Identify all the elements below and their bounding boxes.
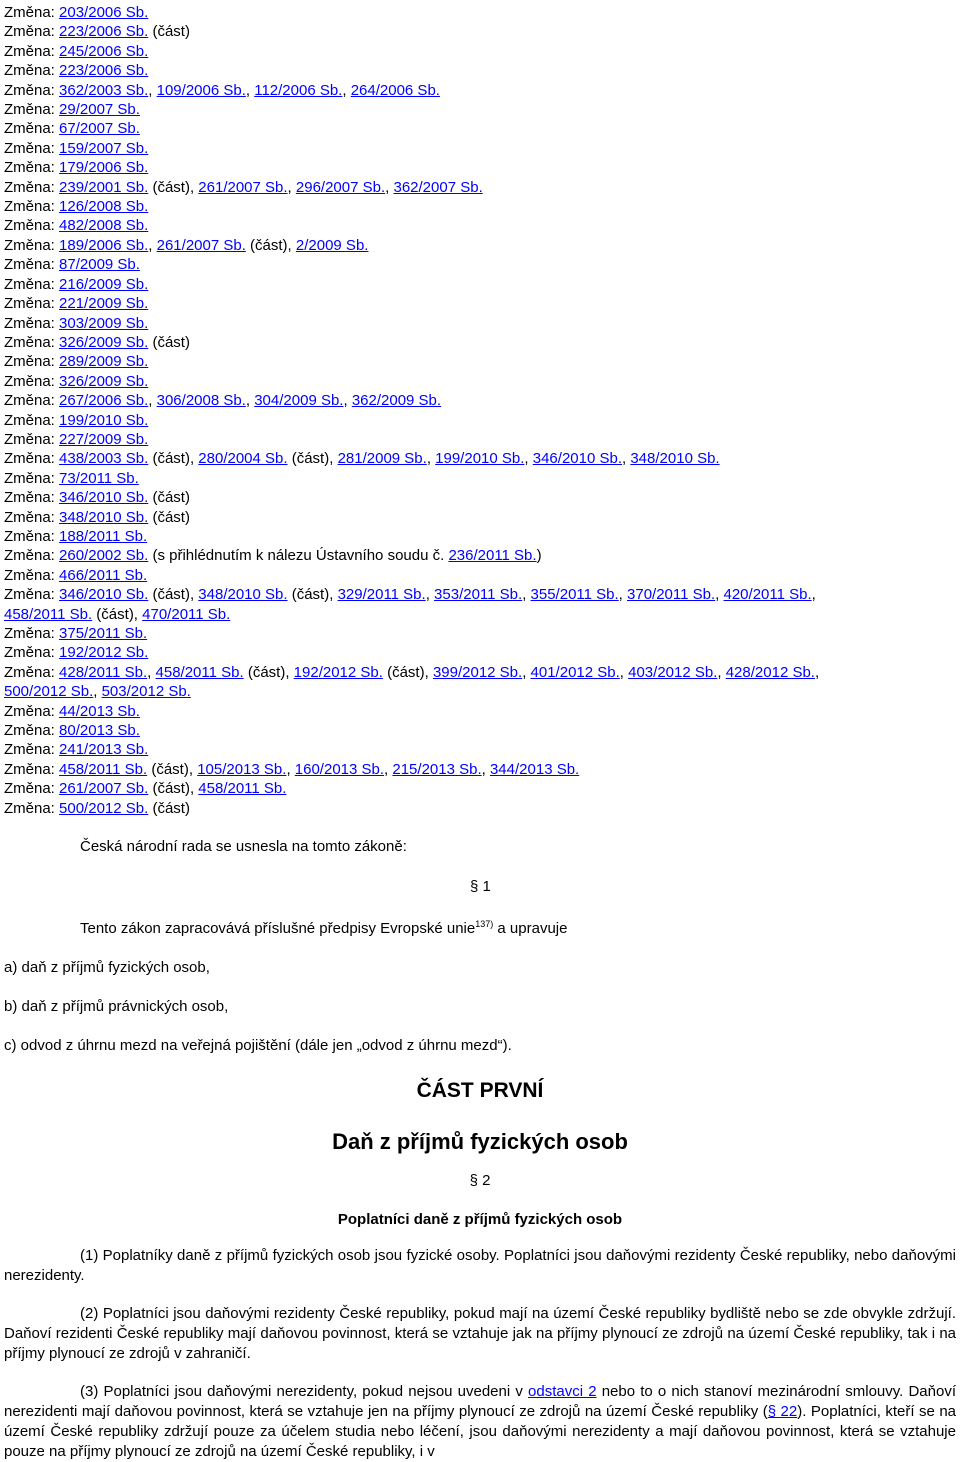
amendment-text: ,	[342, 81, 351, 99]
amendment-link[interactable]: 348/2010 Sb.	[198, 586, 288, 604]
amendment-link[interactable]: 29/2007 Sb.	[59, 101, 140, 119]
amendment-text: ,	[715, 586, 724, 604]
amendment-text: (část)	[148, 333, 190, 351]
amendment-text: (část),	[287, 586, 338, 604]
amendment-link[interactable]: 326/2009 Sb.	[59, 333, 149, 351]
amendment-text: Změna:	[4, 489, 60, 507]
list-item-b: b) daň z příjmů právnických osob,	[4, 998, 229, 1016]
amendment-text: Změna:	[4, 198, 60, 216]
amendment-line	[4, 255, 956, 274]
amendment-text: Změna:	[4, 236, 60, 254]
link-section-22[interactable]: § 22	[767, 1403, 798, 1421]
amendment-list	[4, 3, 956, 818]
amendment-line	[4, 721, 956, 740]
amendment-link[interactable]: 192/2012 Sb.	[59, 644, 149, 662]
amendment-link[interactable]: 458/2011 Sb.	[59, 760, 148, 778]
amendment-link[interactable]: 67/2007 Sb.	[59, 120, 140, 138]
amendment-link[interactable]: 346/2010 Sb.	[532, 450, 622, 468]
amendment-link[interactable]: 458/2011 Sb.	[155, 663, 244, 681]
amendment-text: Změna:	[4, 101, 60, 119]
amendment-link[interactable]: 215/2013 Sb.	[392, 760, 482, 778]
amendment-link[interactable]: 346/2010 Sb.	[59, 489, 149, 507]
enacting-clause: Česká národní rada se usnesla na tomto zákoně:	[80, 838, 407, 856]
paragraph-3	[4, 1382, 956, 1462]
amendment-text: )	[536, 547, 542, 565]
amendment-line	[4, 119, 956, 138]
amendment-line	[4, 643, 956, 662]
amendment-line	[4, 508, 956, 527]
amendment-link[interactable]: 223/2006 Sb.	[59, 62, 149, 80]
amendment-text: (část),	[148, 178, 199, 196]
amendment-link[interactable]: 245/2006 Sb.	[59, 42, 149, 60]
amendment-link[interactable]: 470/2011 Sb.	[142, 605, 231, 623]
amendment-link[interactable]: 466/2011 Sb.	[59, 566, 148, 584]
amendment-text: ,	[522, 586, 531, 604]
part-title: ČÁST PRVNÍ	[416, 1079, 544, 1103]
amendment-text: Změna:	[4, 547, 60, 565]
amendment-text: ,	[426, 450, 436, 468]
amendment-text: ,	[286, 760, 295, 778]
amendment-link[interactable]: 304/2009 Sb.	[254, 392, 344, 410]
amendment-link[interactable]: 188/2011 Sb.	[59, 527, 148, 545]
amendment-text: Změna:	[4, 760, 60, 778]
amendment-line	[4, 294, 956, 313]
amendment-text: Změna:	[4, 663, 60, 681]
section-2-mark: § 2	[469, 1172, 491, 1190]
amendment-line	[4, 430, 956, 449]
amendment-link[interactable]: 264/2006 Sb.	[350, 81, 440, 99]
amendment-link[interactable]: 73/2011 Sb.	[59, 469, 139, 487]
amendment-text: Změna:	[4, 527, 60, 545]
amendment-link[interactable]: 260/2002 Sb.	[59, 547, 149, 565]
amendment-line	[4, 799, 956, 818]
amendment-link[interactable]: 289/2009 Sb.	[59, 353, 149, 371]
amendment-text: Změna:	[4, 256, 60, 274]
amendment-text: ,	[622, 450, 631, 468]
section-1-intro-end: a upravuje	[493, 920, 568, 938]
amendment-link[interactable]: 280/2004 Sb.	[198, 450, 288, 468]
amendment-text: (část)	[148, 23, 190, 41]
paragraph-3-text-b: nebo to o nich stanoví mezinárodní smlouvy. Daňoví nerezidenti mají daňovou povinnost, která se vztahuje jen na příjmy plynoucí ze zdrojů na území České republiky (	[4, 1383, 956, 1421]
amendment-line	[4, 605, 956, 624]
amendment-text: Změna:	[4, 217, 60, 235]
amendment-text: (část),	[382, 663, 433, 681]
amendment-link[interactable]: 241/2013 Sb.	[59, 741, 149, 759]
amendment-text: (část),	[147, 760, 198, 778]
amendment-line	[4, 178, 956, 197]
amendment-text: ,	[245, 81, 255, 99]
amendment-text: Změna:	[4, 722, 60, 740]
footnote-ref[interactable]: 137)	[475, 919, 494, 930]
amendment-text: Změna:	[4, 81, 60, 99]
amendment-link[interactable]: 375/2011 Sb.	[59, 625, 148, 642]
amendment-line	[4, 3, 956, 22]
amendment-text: ,	[814, 663, 820, 681]
amendment-link[interactable]: 227/2009 Sb.	[59, 430, 149, 448]
amendment-text: Změna:	[4, 469, 60, 487]
amendment-link[interactable]: 261/2007 Sb.	[59, 780, 149, 798]
amendment-text: (část)	[148, 489, 190, 507]
amendment-link[interactable]: 199/2010 Sb.	[435, 450, 525, 468]
amendment-text: (část),	[287, 450, 338, 468]
amendment-link[interactable]: 179/2006 Sb.	[59, 159, 149, 177]
amendment-text: Změna:	[4, 23, 60, 41]
amendment-line	[4, 372, 956, 391]
amendment-text: Změna:	[4, 741, 60, 759]
amendment-link[interactable]: 428/2012 Sb.	[725, 663, 815, 681]
amendment-text: Změna:	[4, 159, 60, 177]
amendment-link[interactable]: 192/2012 Sb.	[293, 663, 383, 681]
amendment-line	[4, 139, 956, 158]
amendment-text: Změna:	[4, 799, 60, 817]
amendment-text: ,	[385, 178, 394, 196]
amendment-text: (část),	[148, 450, 199, 468]
amendment-text: (část)	[148, 799, 190, 817]
amendment-text: Změna:	[4, 353, 60, 371]
amendment-link[interactable]: 303/2009 Sb.	[59, 314, 149, 332]
amendment-link[interactable]: 236/2011 Sb.	[448, 547, 537, 565]
amendment-link[interactable]: 126/2008 Sb.	[59, 198, 149, 216]
amendment-text: ,	[717, 663, 726, 681]
amendment-text: ,	[811, 586, 816, 604]
amendment-text: (část),	[148, 780, 199, 798]
amendment-line	[4, 469, 956, 488]
amendment-line	[4, 566, 956, 585]
amendment-text: Změna:	[4, 178, 60, 196]
amendment-link[interactable]: 2/2009 Sb.	[295, 236, 369, 254]
amendment-link[interactable]: 362/2009 Sb.	[351, 392, 442, 410]
amendment-link[interactable]: 353/2011 Sb.	[434, 586, 523, 604]
paragraph-1: (1) Poplatníky daně z příjmů fyzických osob jsou fyzické osoby. Poplatníci jsou daňovými rezidenty České republiky, nebo daňovými nerezidenty.	[4, 1247, 956, 1285]
amendment-link[interactable]: 401/2012 Sb.	[530, 663, 620, 681]
amendment-text: Změna:	[4, 314, 60, 332]
amendment-text: ,	[287, 178, 296, 196]
amendment-link[interactable]: 348/2010 Sb.	[630, 450, 720, 468]
amendment-text: ,	[148, 236, 157, 254]
amendment-text: ,	[93, 683, 102, 701]
amendment-text: Změna:	[4, 430, 60, 448]
amendment-text: (část),	[92, 605, 143, 623]
amendment-line	[4, 760, 956, 779]
amendment-line	[4, 740, 956, 759]
amendment-link[interactable]: 109/2006 Sb.	[156, 81, 246, 99]
amendment-text: Změna:	[4, 508, 60, 526]
amendment-link[interactable]: 500/2012 Sb.	[4, 683, 94, 701]
amendment-link[interactable]: 216/2009 Sb.	[59, 275, 149, 293]
amendment-link[interactable]: 159/2007 Sb.	[59, 139, 149, 157]
amendment-link[interactable]: 261/2007 Sb.	[156, 236, 246, 254]
amendment-text: ,	[148, 81, 157, 99]
amendment-line	[4, 314, 956, 333]
amendment-text: ,	[384, 760, 393, 778]
amendment-text: Změna:	[4, 275, 60, 293]
amendment-link[interactable]: 105/2013 Sb.	[197, 760, 287, 778]
amendment-text: Změna:	[4, 295, 60, 313]
amendment-line	[4, 197, 956, 216]
amendment-link[interactable]: 329/2011 Sb.	[337, 586, 426, 604]
amendment-line	[4, 333, 956, 352]
amendment-text: Změna:	[4, 702, 60, 720]
amendment-text: ,	[425, 586, 435, 604]
section-2-heading: Poplatníci daně z příjmů fyzických osob	[337, 1211, 623, 1229]
link-odstavec-2[interactable]: odstavci 2	[528, 1383, 597, 1401]
amendment-link[interactable]: 355/2011 Sb.	[530, 586, 619, 604]
amendment-link[interactable]: 346/2010 Sb.	[59, 586, 149, 604]
amendment-line	[4, 663, 956, 682]
amendment-text: Změna:	[4, 586, 60, 604]
amendment-text: ,	[148, 392, 157, 410]
amendment-line	[4, 275, 956, 294]
paragraph-3-text-a: (3) Poplatníci jsou daňovými nerezidenty, pokud nejsou uvedeni v	[80, 1383, 529, 1401]
paragraph-2: (2) Poplatníci jsou daňovými rezidenty České republiky, pokud mají na území České republiky bydliště nebo se zde obvykle zdržují. Daňoví rezidenti České republiky mají daňovou povinnost, která se vztahuje jak na příjmy plynoucí ze zdrojů na území České republiky, tak i na příjmy plynoucí ze zdrojů v zahraničí.	[4, 1305, 956, 1363]
amendment-link[interactable]: 458/2011 Sb.	[198, 780, 287, 798]
amendment-line	[4, 411, 956, 430]
amendment-line	[4, 624, 956, 643]
amendment-text: Změna:	[4, 566, 60, 584]
amendment-link[interactable]: 482/2008 Sb.	[59, 217, 149, 235]
amendment-link[interactable]: 281/2009 Sb.	[337, 450, 427, 468]
amendment-line	[4, 216, 956, 235]
amendment-line	[4, 236, 956, 255]
paragraph-3-text-c: ). Poplatníci, kteří se na území České republiky zdržují pouze za účelem studia nebo léčení, jsou daňovými nerezidenty a mají daňovou povinnost, která se vztahuje pouze na příjmy plynoucí ze zdrojů na území České republiky, i v	[4, 1403, 957, 1461]
amendment-line	[4, 527, 956, 546]
amendment-text: ,	[343, 392, 352, 410]
amendment-text: (s přihlédnutím k nálezu Ústavního soudu č.	[148, 547, 449, 565]
amendment-line	[4, 61, 956, 80]
amendment-text: Změna:	[4, 42, 60, 60]
amendment-line	[4, 449, 956, 468]
amendment-link[interactable]: 362/2007 Sb.	[393, 178, 483, 196]
amendment-text: Změna:	[4, 392, 60, 410]
amendment-text: Změna:	[4, 411, 60, 429]
amendment-line	[4, 81, 956, 100]
amendment-text: ,	[619, 663, 629, 681]
amendment-link[interactable]: 458/2011 Sb.	[4, 605, 93, 623]
amendment-text: ,	[522, 663, 531, 681]
amendment-text: (část)	[148, 508, 190, 526]
amendment-link[interactable]: 306/2008 Sb.	[156, 392, 246, 410]
amendment-link[interactable]: 199/2010 Sb.	[59, 411, 149, 429]
amendment-link[interactable]: 239/2001 Sb.	[59, 178, 149, 196]
amendment-link[interactable]: 223/2006 Sb.	[59, 23, 149, 41]
amendment-link[interactable]: 296/2007 Sb.	[295, 178, 386, 196]
amendment-link[interactable]: 189/2006 Sb.	[59, 236, 149, 254]
amendment-line	[4, 702, 956, 721]
amendment-line	[4, 779, 956, 798]
amendment-text: (část),	[243, 663, 294, 681]
amendment-text: Změna:	[4, 333, 60, 351]
amendment-text: ,	[524, 450, 533, 468]
amendment-text: Změna:	[4, 4, 60, 21]
amendment-link[interactable]: 44/2013 Sb.	[59, 702, 140, 720]
amendment-link[interactable]: 370/2011 Sb.	[627, 586, 716, 604]
amendment-link[interactable]: 500/2012 Sb.	[59, 799, 149, 817]
amendment-link[interactable]: 221/2009 Sb.	[59, 295, 149, 313]
section-1-intro-text: Tento zákon zapracovává příslušné předpisy Evropské unie	[80, 920, 476, 938]
amendment-link[interactable]: 348/2010 Sb.	[59, 508, 149, 526]
amendment-text: ,	[245, 392, 255, 410]
amendment-link[interactable]: 344/2013 Sb.	[489, 760, 580, 778]
amendment-text: (část),	[148, 586, 199, 604]
amendment-line	[4, 100, 956, 119]
amendment-line	[4, 352, 956, 371]
amendment-link[interactable]: 362/2003 Sb.	[59, 81, 149, 99]
amendment-text: Změna:	[4, 625, 60, 642]
amendment-text: Změna:	[4, 644, 60, 662]
amendment-link[interactable]: 503/2012 Sb.	[101, 683, 191, 701]
amendment-link[interactable]: 420/2011 Sb.	[723, 586, 812, 604]
amendment-link[interactable]: 403/2012 Sb.	[628, 663, 718, 681]
amendment-link[interactable]: 267/2006 Sb.	[59, 392, 149, 410]
section-1-mark: § 1	[470, 878, 491, 896]
amendment-line	[4, 488, 956, 507]
amendment-text: Změna:	[4, 139, 60, 157]
list-item-c: c) odvod z úhrnu mezd na veřejná pojištění (dále jen „odvod z úhrnu mezd“).	[4, 1037, 512, 1055]
amendment-text: ,	[481, 760, 490, 778]
amendment-link[interactable]: 399/2012 Sb.	[432, 663, 523, 681]
amendment-link[interactable]: 326/2009 Sb.	[59, 372, 149, 390]
section-1-intro	[4, 914, 956, 939]
amendment-line	[4, 42, 956, 61]
amendment-link[interactable]: 87/2009 Sb.	[59, 256, 140, 274]
amendment-line	[4, 391, 956, 410]
amendment-link[interactable]: 112/2006 Sb.	[254, 81, 343, 99]
amendment-link[interactable]: 438/2003 Sb.	[59, 450, 149, 468]
amendment-text: Změna:	[4, 450, 60, 468]
amendment-line	[4, 585, 956, 604]
amendment-link[interactable]: 203/2006 Sb.	[59, 4, 149, 21]
amendment-line	[4, 546, 956, 565]
amendment-line	[4, 22, 956, 41]
amendment-link[interactable]: 261/2007 Sb.	[198, 178, 288, 196]
amendment-text: (část),	[245, 236, 296, 254]
part-subtitle: Daň z příjmů fyzických osob	[332, 1129, 628, 1155]
amendment-line	[4, 682, 956, 701]
amendment-text: ,	[147, 663, 156, 681]
amendment-link[interactable]: 80/2013 Sb.	[59, 722, 140, 740]
amendment-text: Změna:	[4, 120, 60, 138]
amendment-text: Změna:	[4, 62, 60, 80]
amendment-text: Změna:	[4, 780, 60, 798]
amendment-link[interactable]: 160/2013 Sb.	[294, 760, 385, 778]
amendment-line	[4, 158, 956, 177]
list-item-a: a) daň z příjmů fyzických osob,	[4, 959, 210, 977]
amendment-text: Změna:	[4, 372, 60, 390]
amendment-link[interactable]: 428/2011 Sb.	[59, 663, 148, 681]
amendment-text: ,	[618, 586, 628, 604]
